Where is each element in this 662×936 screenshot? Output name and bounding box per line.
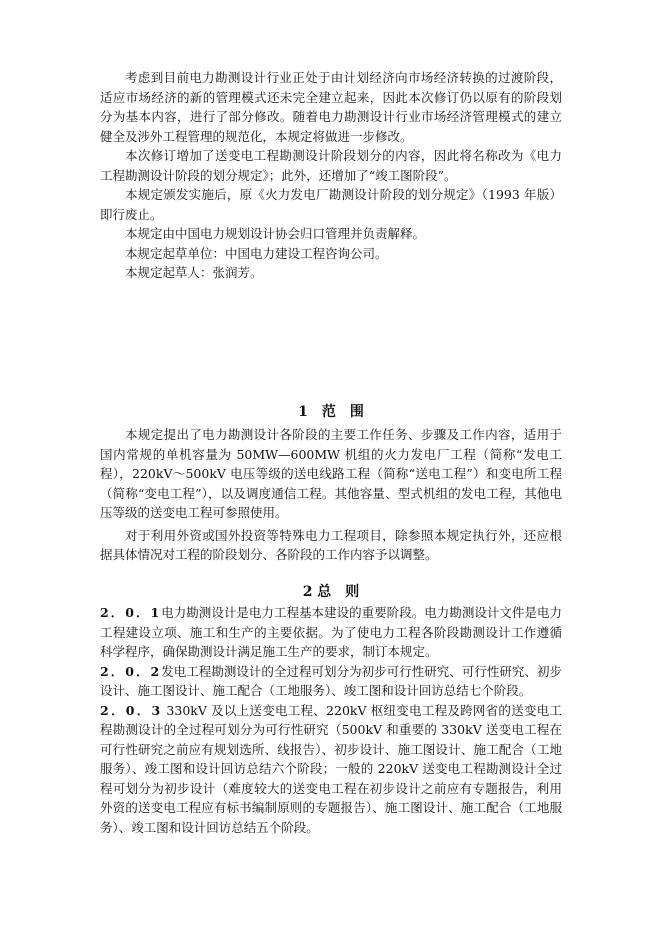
clause-text: 330kV 及以上送变电工程、220kV 枢纽变电工程及跨网省的送变电工程勘测设计的全过程可划分为可行性研究（500kV 和重要的 330kV 送变电工程在可行性研究之前应有规划选所、线报告）、初步设计、施工图设计、施工配合（工地服务）、竣工图和设计回访总结六个阶段；一般的 220kV 送变电工程勘测设计全过程可划分为初步设计（难度较大的送变电工程在初步设计之前应有专题报告，利用外资的送变电工程应有标书编制原则的专题报告）、施工图设计、施工配合（工地服务）、竣工图和设计回访总结五个阶段。 [100,702,563,835]
clause-2-0-3 [100,701,562,838]
section-2-title: 2 总 则 [302,584,360,600]
section-1-title: 1 范 围 [298,404,364,420]
clause-2-0-1 [100,603,562,662]
section-1-paragraph: 对于利用外资或国外投资等特殊电力工程项目，除参照本规定执行外，还应根据具体情况对工程的阶段划分、各阶段的工作内容予以调整。 [100,527,562,562]
section-2-body [100,603,562,837]
preface-paragraph: 本次修订增加了送变电工程勘测设计阶段划分的内容，因此将名称改为《电力工程勘测设计阶段的划分规定》；此外，还增加了“竣工图阶段”。 [100,148,562,183]
preface-paragraph: 本规定起草单位：中国电力建设工程咨询公司。 [125,245,388,261]
preface-paragraph: 考虑到目前电力勘测设计行业正处于由计划经济向市场经济转换的过渡阶段，适应市场经济的新的管理模式还未完全建立起来，因此本次修订仍以原有的阶段划分为基本内容，进行了部分修改。随着电力勘测设计行业市场经济管理模式的建立健全及涉外工程管理的规范化，本规定将做进一步修改。 [100,70,562,144]
clause-text: 电力勘测设计是电力工程基本建设的重要阶段。电力勘测设计文件是电力工程建设立项、施工和生产的主要依据。为了使电力工程各阶段勘测设计工作遵循科学程序，确保勘测设计满足施工生产的要求，制订本规定。 [100,605,562,659]
preface-paragraph: 本规定颁发实施后，原《火力发电厂勘测设计阶段的划分规定》（1993 年版）即行废止。 [100,187,562,222]
clause-text: 发电工程勘测设计的全过程可划分为初步可行性研究、可行性研究、初步设计、施工图设计、施工配合（工地服务）、竣工图和设计回访总结七个阶段。 [100,663,562,698]
clause-number: 2．0．3 [100,702,163,718]
preface-paragraph: 本规定起草人：张润芳。 [125,265,263,280]
preface-paragraph: 本规定由中国电力规划设计协会归口管理并负责解释。 [125,226,426,241]
clause-number: 2．0．1 [100,605,162,620]
section-1-body [100,425,562,565]
clause-2-0-2 [100,662,562,701]
clause-number: 2．0．2 [100,663,162,679]
section-1-paragraph: 本规定提出了电力勘测设计各阶段的主要工作任务、步骤及工作内容，适用于国内常规的单机容量为 50MW—600MW 机组的火力发电厂工程（简称“发电工程），220kV～500kV 电压等级的送电线路工程（简称“送电工程”）和变电所工程（简称“变电工程”），以及调度通信工程。其他容量、型式机组的发电工程，其他电压等级的送变电工程可参照使用。 [100,427,562,520]
preface-block [100,68,562,283]
